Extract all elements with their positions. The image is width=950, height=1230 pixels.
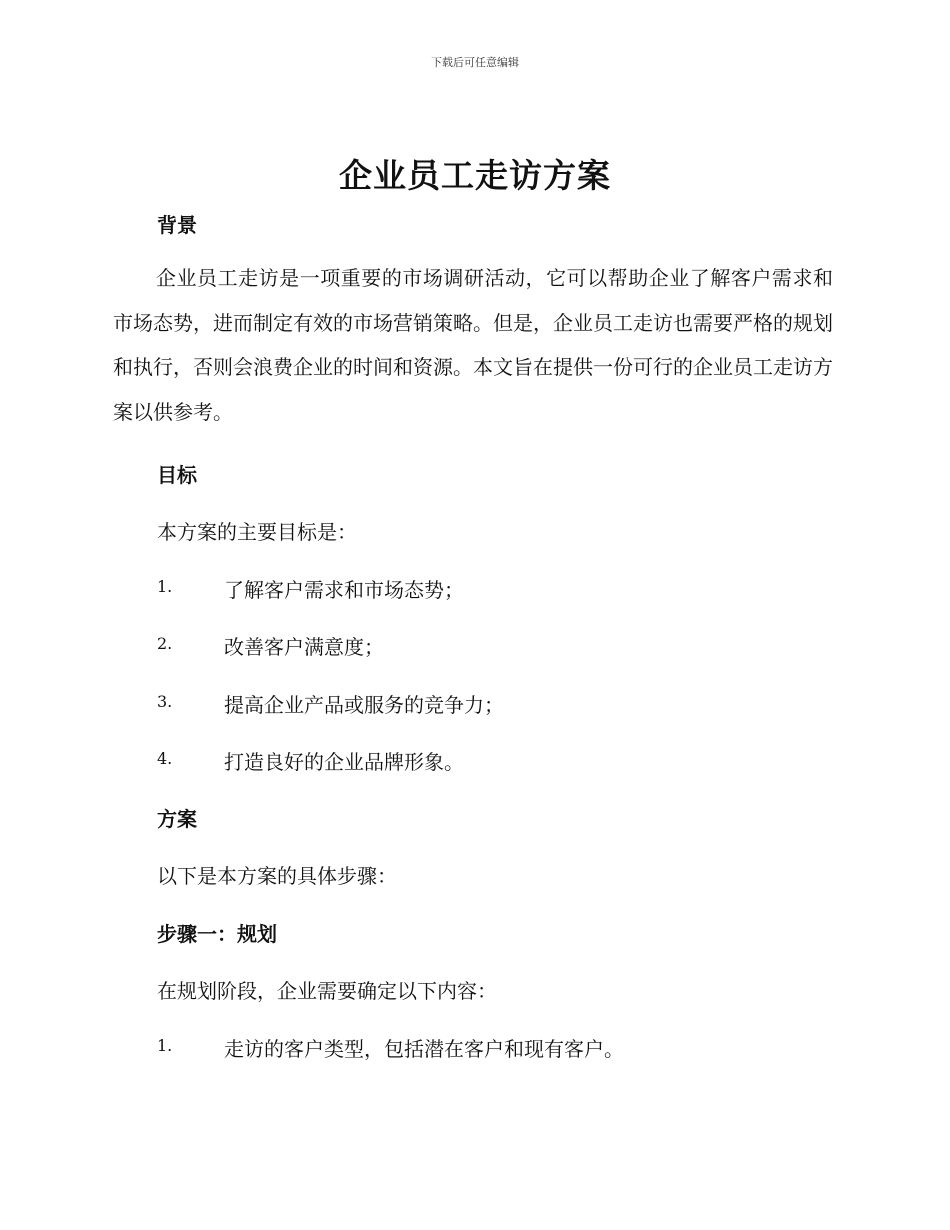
- goal-item-number: 2.: [157, 634, 173, 653]
- step1-intro: 在规划阶段，企业需要确定以下内容：: [157, 979, 497, 1003]
- document-title: 企业员工走访方案: [339, 156, 611, 195]
- goal-item-text: 提高企业产品或服务的竞争力；: [224, 693, 504, 717]
- goal-item-number: 3.: [157, 692, 173, 711]
- plan-intro: 以下是本方案的具体步骤：: [157, 864, 397, 888]
- goals-intro: 本方案的主要目标是：: [157, 520, 357, 544]
- step1-item-number: 1.: [157, 1036, 173, 1055]
- goal-item-number: 1.: [157, 577, 173, 596]
- goals-heading: 目标: [157, 463, 197, 487]
- step1-heading: 步骤一：规划: [157, 922, 277, 946]
- step1-item-text: 走访的客户类型，包括潜在客户和现有客户。: [224, 1037, 624, 1061]
- goal-item-text: 打造良好的企业品牌形象。: [224, 750, 464, 774]
- goal-item-text: 改善客户满意度；: [224, 635, 384, 659]
- background-paragraph: 企业员工走访是一项重要的市场调研活动，它可以帮助企业了解客户需求和市场态势，进而制定有效的市场营销策略。但是，企业员工走访也需要严格的规划和执行，否则会浪费企业的时间和资源。本文旨在提供一份可行的企业员工走访方案以供参考。: [113, 266, 833, 424]
- goal-item-text: 了解客户需求和市场态势；: [224, 578, 464, 602]
- goal-item-number: 4.: [157, 749, 173, 768]
- header-note: 下载后可任意编辑: [431, 56, 519, 69]
- plan-heading: 方案: [157, 807, 197, 831]
- background-heading: 背景: [157, 213, 197, 237]
